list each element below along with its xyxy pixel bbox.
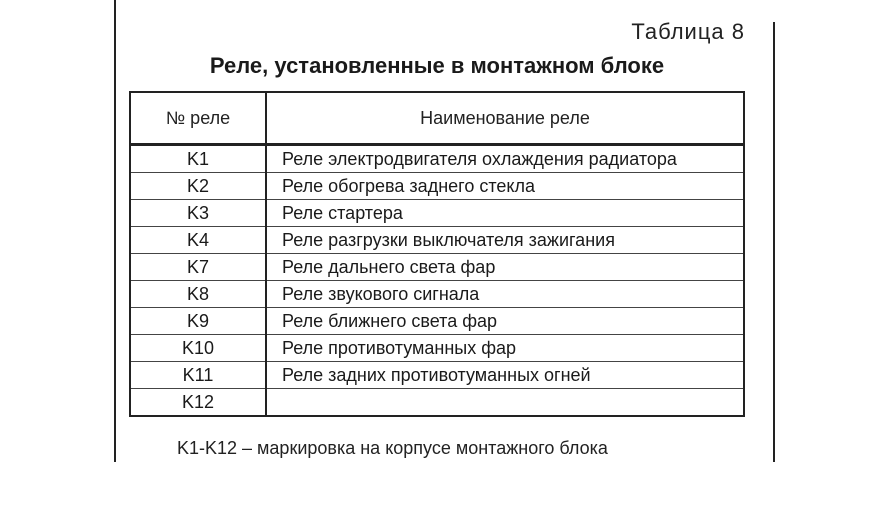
relay-name-cell: Реле ближнего света фар [266,308,744,335]
relay-number-cell: K1 [130,145,266,173]
table-row [130,145,744,173]
relay-number-cell: K8 [130,281,266,308]
table-row [130,308,744,335]
table-header-row [130,92,744,145]
relay-number-cell: K7 [130,254,266,281]
relay-name-cell: Реле обогрева заднего стекла [266,173,744,200]
relay-table [129,91,745,417]
relay-name-cell: Реле звукового сигнала [266,281,744,308]
relay-number-cell: K9 [130,308,266,335]
relay-number-cell: K12 [130,389,266,417]
relay-number-cell: K4 [130,227,266,254]
table-footnote: K1-K12 – маркировка на корпусе монтажного блока [177,438,608,458]
header-relay-name: Наименование реле [266,92,744,145]
relay-number-cell: K10 [130,335,266,362]
relay-name-cell [266,389,744,417]
table-row [130,254,744,281]
relay-number-cell: K3 [130,200,266,227]
table-row [130,173,744,200]
table-row [130,335,744,362]
relay-name-cell: Реле противотуманных фар [266,335,744,362]
relay-name-cell: Реле дальнего света фар [266,254,744,281]
table-row [130,200,744,227]
table-row [130,227,744,254]
table-row [130,281,744,308]
header-relay-number: № реле [130,92,266,145]
page-left-rule [114,0,116,462]
relay-name-cell: Реле электродвигателя охлаждения радиатора [282,149,677,169]
table-number-label: Таблица 8 [631,19,745,44]
relay-number-cell: K2 [130,173,266,200]
table-title: Реле, установленные в монтажном блоке [209,53,665,78]
table-row [130,362,744,389]
page-right-rule [773,22,775,462]
relay-name-cell: Реле стартера [266,200,744,227]
relay-name-cell: Реле разгрузки выключателя зажигания [266,227,744,254]
table-row [130,389,744,417]
relay-number-cell: K11 [130,362,266,389]
relay-name-cell: Реле задних противотуманных огней [266,362,744,389]
